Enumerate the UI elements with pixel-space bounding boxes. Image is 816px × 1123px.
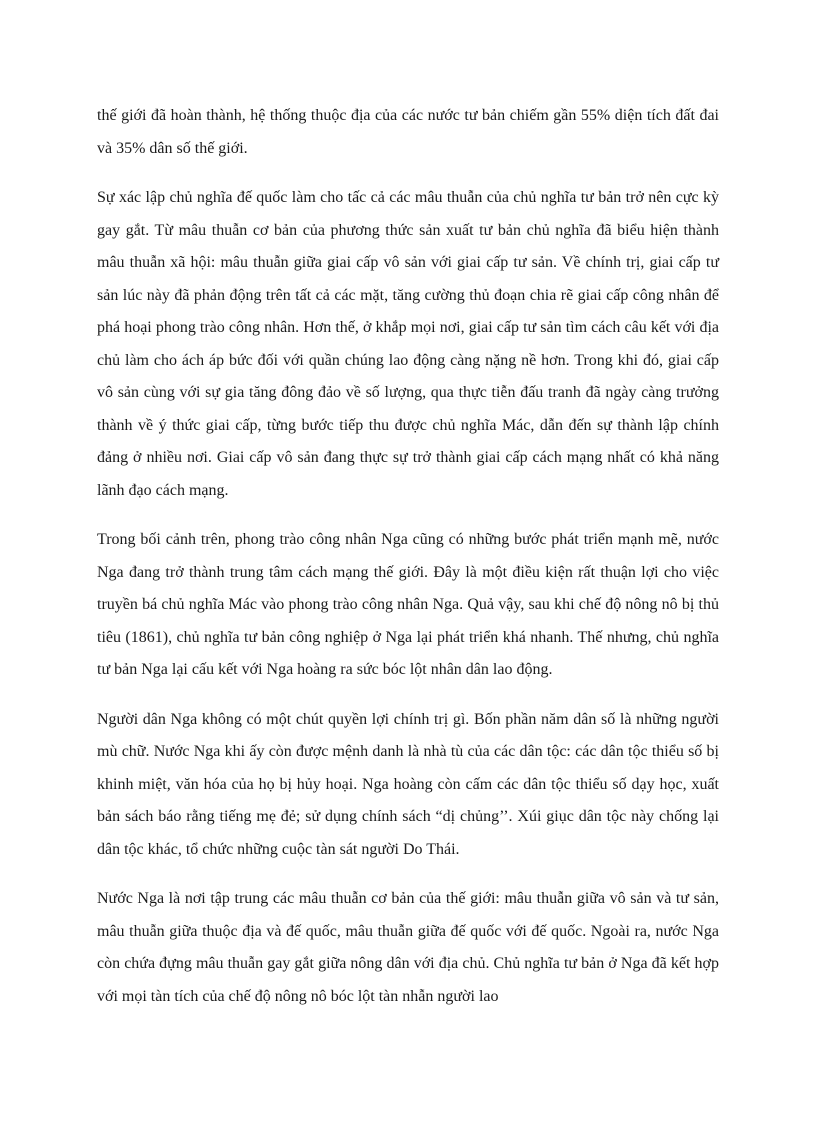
paragraph-4: Người dân Nga không có một chút quyền lợi chính trị gì. Bốn phần năm dân số là những người mù chữ. Nước Nga khi ấy còn được mệnh danh là nhà tù của các dân tộc: các dân tộc thiểu số bị khinh miệt, văn hóa của họ bị hủy hoại. Nga hoàng còn cấm các dân tộc thiểu số dạy học, xuất bản sách báo rằng tiếng mẹ đẻ; sử dụng chính sách “dị chủng’’. Xúi giục dân tộc này chống lại dân tộc khác, tổ chức những cuộc tàn sát người Do Thái. <box>97 710 719 858</box>
paragraph-3: Trong bối cảnh trên, phong trào công nhân Nga cũng có những bước phát triển mạnh mẽ, nước Nga đang trở thành trung tâm cách mạng thế giới. Đây là một điều kiện rất thuận lợi cho việc truyền bá chủ nghĩa Mác vào phong trào công nhân Nga. Quả vậy, sau khi chế độ nông nô bị thủ tiêu (1861), chủ nghĩa tư bản công nghiệp ở Nga lại phát triển khá nhanh. Thế nhưng, chủ nghĩa tư bản Nga lại cấu kết với Nga hoàng ra sức bóc lột nhân dân lao động. <box>97 531 719 678</box>
paragraph-2: Sự xác lập chủ nghĩa đế quốc làm cho tấc cả các mâu thuẫn của chủ nghĩa tư bản trở nên cực kỳ gay gắt. Từ mâu thuẫn cơ bản của phương thức sản xuất tư bản chủ nghĩa đã biểu hiện thành mâu thuẫn xã hội: mâu thuẫn giữa giai cấp vô sản với giai cấp tư sản. Về chính trị, giai cấp tư sản lúc này đã phản động trên tất cả các mặt, tăng cường thủ đoạn chia rẽ giai cấp công nhân để phá hoại phong trào công nhân. Hơn thế, ở khắp mọi nơi, giai cấp tư sản tìm cách câu kết với địa chủ làm cho ách áp bức đối với quần chúng lao động càng nặng nề hơn. Trong khi đó, giai cấp vô sản cùng với sự gia tăng đông đảo về số lượng, qua thực tiễn đấu tranh đã ngày càng trưởng thành về ý thức giai cấp, từng bước tiếp thu được chủ nghĩa Mác, dẫn đến sự thành lập chính đảng ở nhiều nơi. Giai cấp vô sản đang thực sự trở thành giai cấp cách mạng nhất có khả năng lãnh đạo cách mạng. <box>97 189 719 499</box>
paragraph-5: Nước Nga là nơi tập trung các mâu thuẫn cơ bản của thế giới: mâu thuẫn giữa vô sản và tư sản, mâu thuẫn giữa thuộc địa và đế quốc, mâu thuẫn giữa đế quốc với đế quốc. Ngoài ra, nước Nga còn chứa đựng mâu thuẫn gay gắt giữa nông dân với địa chủ. Chủ nghĩa tư bản ở Nga đã kết hợp với mọi tàn tích của chế độ nông nô bóc lột tàn nhẫn người lao <box>97 890 719 1005</box>
document-body <box>97 100 719 1030</box>
paragraph-1: thế giới đã hoàn thành, hệ thống thuộc địa của các nước tư bản chiếm gần 55% diện tích đất đai và 35% dân số thế giới. <box>97 107 719 157</box>
